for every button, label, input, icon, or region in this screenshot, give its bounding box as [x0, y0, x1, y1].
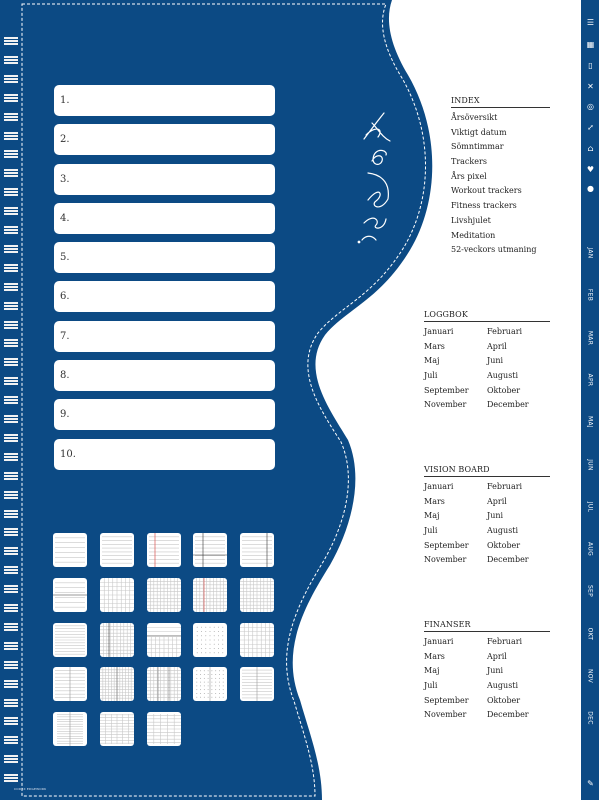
month-tab-nov[interactable] — [581, 666, 599, 686]
cornell-template[interactable] — [193, 533, 227, 567]
month-tab-label: FEB — [586, 289, 594, 302]
note-line-2[interactable]: 2. — [54, 124, 275, 155]
index-link-7[interactable]: Fitness trackers — [451, 201, 517, 211]
loggbok-link-9[interactable]: September — [424, 385, 469, 395]
month-tab-label: NOV — [586, 668, 594, 684]
loggbok-section-title: LOGGBOK — [424, 310, 550, 322]
expand-icon[interactable]: ⤢ — [587, 123, 594, 132]
finanser-link-10[interactable]: Oktober — [487, 695, 521, 705]
dotted-two-page-template[interactable] — [193, 667, 227, 701]
binding-ring — [4, 528, 18, 537]
finanser-link-8[interactable]: Augusti — [487, 681, 519, 691]
note-line-3[interactable]: 3. — [54, 164, 275, 195]
index-link-10[interactable]: 52-veckors utmaning — [451, 245, 537, 255]
lined-narrow-template[interactable] — [53, 623, 87, 657]
binding-ring — [4, 547, 18, 556]
loggbok-link-3[interactable]: Mars — [424, 341, 445, 351]
note-line-7[interactable]: 7. — [54, 321, 275, 352]
index-link-8[interactable]: Livshjulet — [451, 215, 491, 225]
month-tab-dec[interactable] — [581, 708, 599, 728]
index-link-1[interactable]: Årsöversikt — [451, 113, 498, 122]
finanser-link-9[interactable]: September — [424, 695, 469, 705]
month-tab-mar[interactable] — [581, 328, 599, 348]
index-link-3[interactable]: Sömntimmar — [451, 142, 504, 152]
loggbok-link-7[interactable]: Juli — [424, 371, 438, 381]
loggbok-link-5[interactable]: Maj — [424, 356, 440, 366]
binding-ring — [4, 755, 18, 764]
index-section-title: INDEX — [451, 96, 550, 108]
dot-grid-template[interactable] — [240, 578, 274, 612]
binding-ring — [4, 623, 18, 632]
binding-ring — [4, 188, 18, 197]
vision-board-link-3[interactable]: Mars — [424, 496, 445, 506]
grid-fine-template[interactable] — [147, 578, 181, 612]
month-tab-sep[interactable] — [581, 581, 599, 601]
vision-board-section — [424, 465, 550, 568]
binding-ring — [4, 396, 18, 405]
spiral-icon[interactable]: ◎ — [587, 102, 594, 111]
loggbok-link-10[interactable]: Oktober — [487, 385, 521, 395]
binding-ring — [4, 245, 18, 254]
brand-label: CODEX EDGEWORK — [14, 787, 47, 791]
template-gallery — [53, 533, 293, 753]
loggbok-link-11[interactable]: November — [424, 400, 467, 410]
vision-board-link-5[interactable]: Maj — [424, 511, 440, 521]
binding-ring — [4, 491, 18, 500]
binding-ring — [4, 264, 18, 273]
month-tab-okt[interactable] — [581, 624, 599, 644]
month-tab-apr[interactable] — [581, 370, 599, 390]
columns-template[interactable] — [100, 712, 134, 746]
binding-ring — [4, 75, 18, 84]
loggbok-link-4[interactable]: April — [487, 341, 507, 351]
note-line-10[interactable]: 10. — [54, 439, 275, 470]
binding-ring — [4, 566, 18, 575]
binding-ring — [4, 94, 18, 103]
two-column-lined-template[interactable] — [53, 667, 87, 701]
binding-ring — [4, 680, 18, 689]
index-link-6[interactable]: Workout trackers — [451, 186, 522, 196]
heart-icon[interactable]: ♥ — [586, 165, 595, 174]
finanser-link-5[interactable]: Maj — [424, 666, 440, 676]
finanser-link-2[interactable]: Februari — [487, 637, 523, 646]
binding-ring — [4, 302, 18, 311]
loggbok-section — [424, 310, 550, 413]
month-tab-jan[interactable] — [581, 243, 599, 263]
binding-ring — [4, 415, 18, 424]
loggbok-link-8[interactable]: Augusti — [487, 371, 519, 381]
binding-ring — [4, 661, 18, 670]
month-tab-label: JUN — [586, 458, 594, 471]
month-tab-label: AUG — [586, 542, 594, 557]
index-link-9[interactable]: Meditation — [451, 230, 496, 240]
month-tab-label: DEC — [586, 711, 594, 726]
loggbok-link-1[interactable]: Januari — [424, 327, 454, 336]
month-tab-label: MAR — [586, 330, 594, 345]
binding-ring — [4, 56, 18, 65]
loggbok-link-6[interactable]: Juni — [487, 356, 504, 366]
binding-ring — [4, 321, 18, 330]
apple-icon[interactable]: ● — [587, 184, 594, 193]
blank-template[interactable] — [193, 623, 227, 657]
month-tab-aug[interactable] — [581, 539, 599, 559]
binding-ring — [4, 207, 18, 216]
dense-lined-template[interactable] — [53, 712, 87, 746]
binding-ring — [4, 453, 18, 462]
month-tab-label: JAN — [586, 247, 594, 259]
grid-split-template[interactable] — [100, 623, 134, 657]
note-line-1[interactable]: 1. — [54, 85, 275, 116]
grid-margin-template[interactable] — [193, 578, 227, 612]
month-tab-maj[interactable] — [581, 412, 599, 432]
finanser-link-6[interactable]: Juni — [487, 666, 504, 676]
note-line-5[interactable]: 5. — [54, 242, 275, 273]
note-line-9[interactable]: 9. — [54, 399, 275, 430]
binding-ring — [4, 642, 18, 651]
tools-icon[interactable]: ✕ — [587, 82, 594, 91]
binding-ring — [4, 717, 18, 726]
binding-ring — [4, 774, 18, 783]
note-line-6[interactable]: 6. — [54, 281, 275, 312]
columns-grid-template[interactable] — [147, 712, 181, 746]
loggbok-link-2[interactable]: Februari — [487, 327, 523, 336]
month-tab-label: SEP — [586, 585, 594, 598]
finanser-link-4[interactable]: April — [487, 651, 507, 661]
vision-board-link-11[interactable]: November — [424, 555, 467, 565]
index-link-5[interactable]: Års pixel — [451, 171, 487, 181]
vision-board-link-8[interactable]: Augusti — [487, 526, 519, 536]
binding-ring — [4, 113, 18, 122]
month-tab-label: JUL — [586, 501, 594, 512]
note-line-4[interactable]: 4. — [54, 203, 275, 234]
month-tab-jul[interactable] — [581, 497, 599, 517]
vision-board-link-10[interactable]: Oktober — [487, 540, 521, 550]
grid-three-page-template[interactable] — [147, 667, 181, 701]
bank-icon[interactable]: ⌂ — [587, 144, 594, 153]
finanser-section — [424, 620, 550, 723]
vision-board-link-12[interactable]: December — [487, 555, 529, 565]
vision-board-link-9[interactable]: September — [424, 540, 469, 550]
binding-ring — [4, 339, 18, 348]
finanser-link-12[interactable]: December — [487, 710, 529, 720]
lined-wide-template[interactable] — [53, 533, 87, 567]
binding-ring — [4, 510, 18, 519]
binding-ring — [4, 585, 18, 594]
small-grid-template[interactable] — [240, 623, 274, 657]
finanser-link-3[interactable]: Mars — [424, 651, 445, 661]
index-link-2[interactable]: Viktigt datum — [451, 127, 507, 137]
binding-ring — [4, 736, 18, 745]
month-tab-feb[interactable] — [581, 285, 599, 305]
margin-lined-template[interactable] — [147, 533, 181, 567]
finanser-link-11[interactable]: November — [424, 710, 467, 720]
binding-ring — [4, 169, 18, 178]
month-tab-label: OKT — [586, 627, 594, 641]
loggbok-link-12[interactable]: December — [487, 400, 529, 410]
edit-icon[interactable]: ✎ — [587, 779, 594, 788]
binding-ring — [4, 150, 18, 159]
note-line-8[interactable]: 8. — [54, 360, 275, 391]
calendar-icon[interactable]: ▦ — [586, 40, 595, 49]
index-link-4[interactable]: Trackers — [451, 157, 487, 167]
vision-board-link-2[interactable]: Februari — [487, 482, 523, 491]
lined-two-page-template[interactable] — [240, 667, 274, 701]
vision-board-link-6[interactable]: Juni — [487, 511, 504, 521]
binding-ring — [4, 434, 18, 443]
vision-board-link-7[interactable]: Juli — [424, 526, 438, 536]
right-tab-sidebar — [581, 0, 599, 800]
grid-two-page-template[interactable] — [100, 667, 134, 701]
dot-fine-template[interactable] — [147, 623, 181, 657]
lined-template[interactable] — [100, 533, 134, 567]
finanser-link-1[interactable]: Januari — [424, 637, 454, 646]
notes-list — [54, 85, 275, 478]
finanser-section-title: FINANSER — [424, 620, 550, 632]
list-icon[interactable]: ☰ — [586, 18, 595, 27]
lined-split-template[interactable] — [53, 578, 87, 612]
binding-ring — [4, 132, 18, 141]
binding-ring — [4, 358, 18, 367]
finanser-link-7[interactable]: Juli — [424, 681, 438, 691]
vision-board-link-4[interactable]: April — [487, 496, 507, 506]
index-section — [451, 96, 550, 258]
vision-board-link-1[interactable]: Januari — [424, 482, 454, 491]
binding-ring — [4, 283, 18, 292]
binding-ring — [4, 37, 18, 46]
grid-template[interactable] — [100, 578, 134, 612]
binding-ring — [4, 377, 18, 386]
binding-ring — [4, 226, 18, 235]
month-tab-jun[interactable] — [581, 455, 599, 475]
binding-ring — [4, 604, 18, 613]
binding-ring — [4, 699, 18, 708]
document-icon[interactable]: ▯ — [588, 61, 593, 70]
binding-rings — [4, 37, 18, 777]
month-tab-label: MAJ — [586, 416, 594, 429]
lined-margin-left-template[interactable] — [240, 533, 274, 567]
binding-ring — [4, 472, 18, 481]
index-script-title — [354, 95, 394, 245]
vision-board-section-title: VISION BOARD — [424, 465, 550, 477]
month-tab-label: APR — [586, 373, 594, 387]
